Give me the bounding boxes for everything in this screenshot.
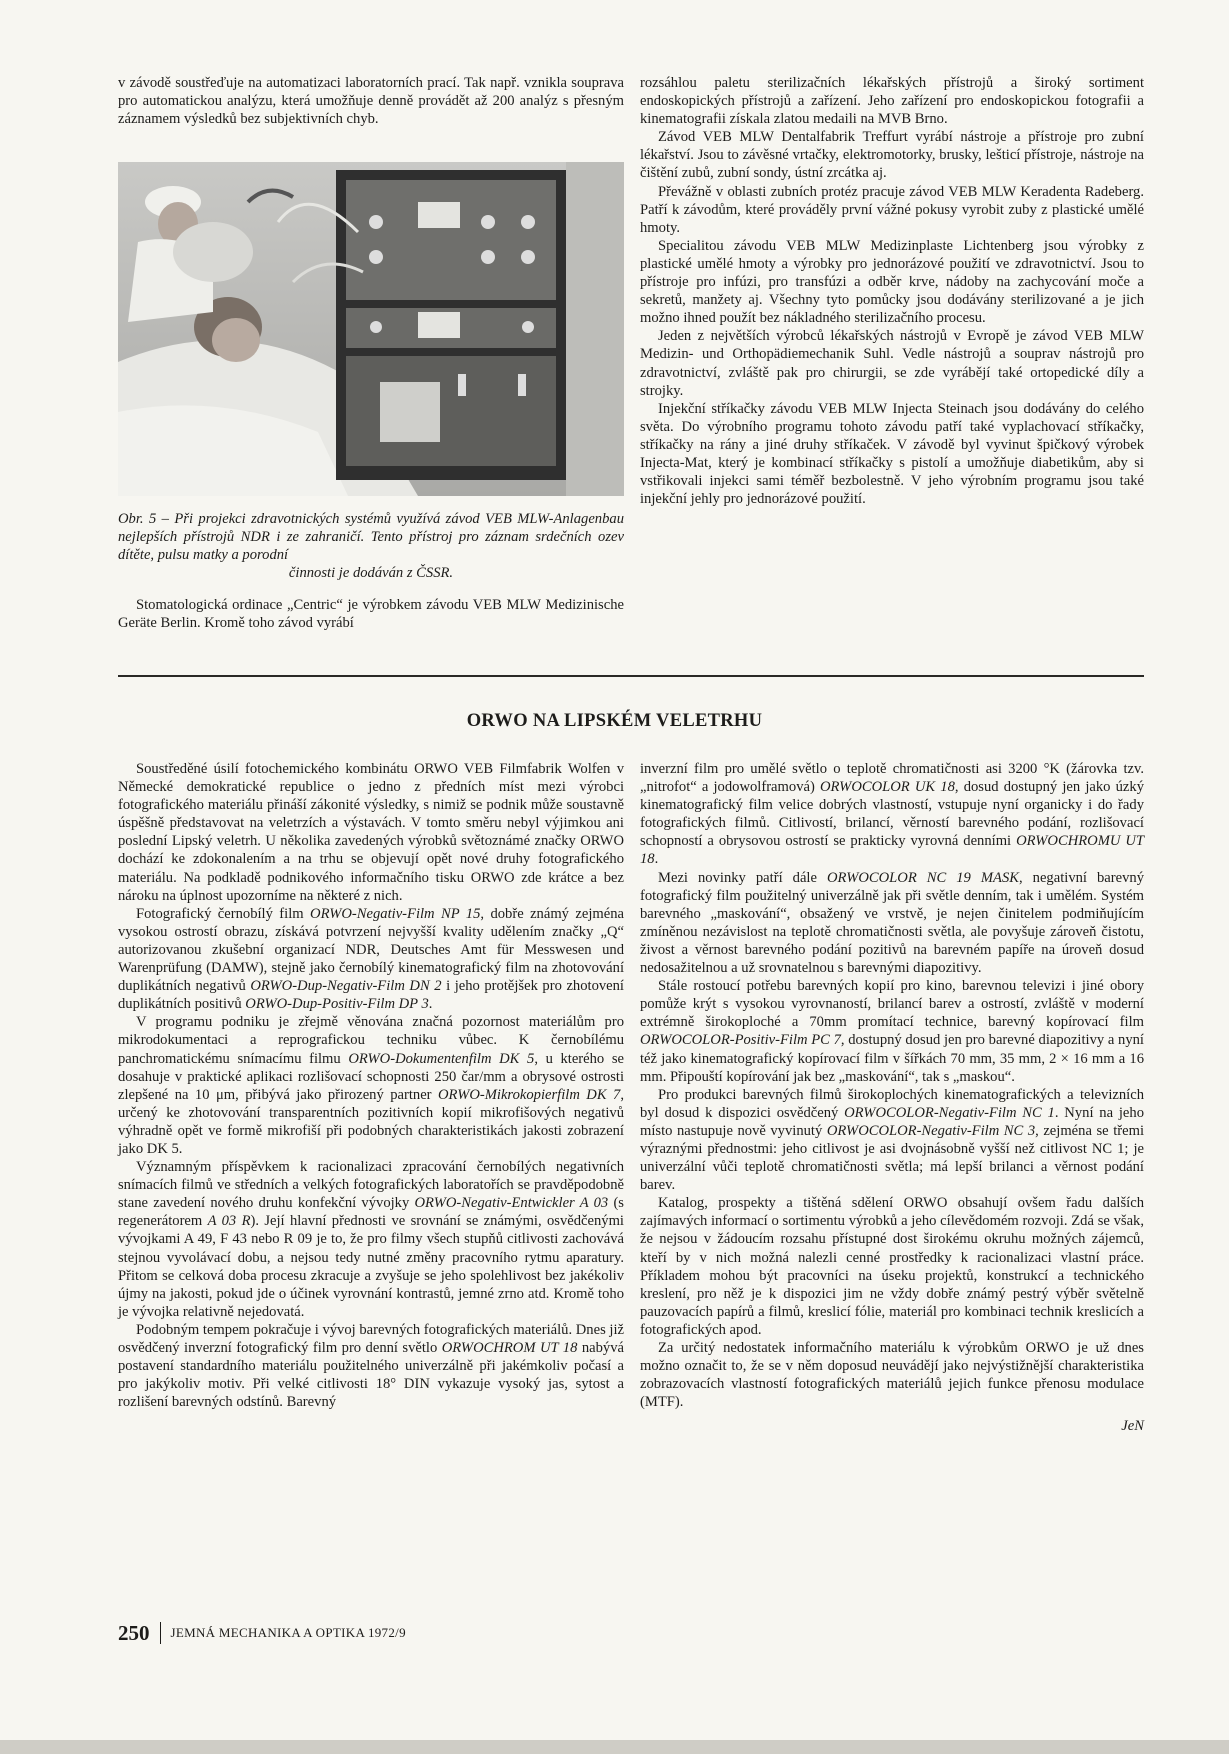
article-left-p4: Významným příspěvkem k racionalizaci zpracování černobílých negativních snímacích filmů ve středních a velkých fotografických laboratořích se pravděpodobně stane zavedení nového druhu konfekční vývojky ORWO-Negativ-Entwickler A 03 (s regenerátorem A 03 R). Její hlavní přednosti ve srovnání se známými, osvědčenými vývojkami A 49, F 43 nebo R 09 je to, že pro filmy všech stupňů citlivosti zachovává stejnou vyvolávací dobu, a nejsou tedy nutné změny pracovního rytmu aparatury. Přitom se celková doba procesu zkracuje a zvyšuje se jeho spolehlivost bez jakékoliv újmy na jakosti, pokud jde o účinek vyrovnání kontrastů, jemné zrno atd. Kromě toho je vývojka relativně nejedovatá. <box>118 1159 624 1320</box>
top-right-p6: Injekční stříkačky závodu VEB MLW Injecta Steinach jsou dodávány do celého světa. Do výrobního programu tohoto závodu patří také vyplachovací stříkačky, stříkačky na rány a jiné druhy stříkaček. V závodě byl vyvinut špičkový výrobek Injecta-Mat, který je kombinací stříkačky s pistolí a umožňuje diabetikům, aby si vstřikovali injekci sami téměř bezbolestně. V jeho výrobním programu jsou také injekční jehly pro jednorázové použití. <box>640 400 1144 508</box>
article-right-p5: Katalog, prospekty a tištěná sdělení ORWO obsahují ovšem řadu dalších zajímavých informací o sortimentu výrobků a jeho cílevědomém rozvoji. Zdá se však, že nejsou v žádoucím rozsahu přístupné dost širokému okruhu možných zájemců, kteří by v nich možná nalezli cenné prostředky k racionalizaci vlastní práce. Příkladem mohou být pracovníci na úseku projektů, konstrukcí a technického kreslení, pro něž je k dispozici jim ne vždy dobře známý pestrý výběr světelně pauzovacích papírů a filmů, kreslicí fólie, materiál pro kombinaci technik kreslicích a fotografických apod. <box>640 1195 1144 1338</box>
top-left-column <box>118 74 624 128</box>
section-divider <box>118 675 1144 677</box>
medical-device-photo <box>118 162 624 496</box>
article-right-p2: Mezi novinky patří dále ORWOCOLOR NC 19 MASK, negativní barevný fotografický film použitelný univerzálně jak při světle denním, tak i umělém. Systém barevného „maskování“, obsažený ve vrstvě, je nejen činitelem podmiňujícím zmíněnou nezávislost na teplotě chromatičnosti světla, ale povyšuje zároveň čistotu, živost a věrnost barevného podání pozitivů na barevném papíře na úroveň dosud nedosažitelnou a už srovnatelnou s barevnými diapozitivy. <box>640 869 1144 977</box>
top-right-p5: Jeden z největších výrobců lékařských nástrojů v Evropě je závod VEB MLW Medizin- und Orthopädiemechanik Suhl. Vedle nástrojů a souprav nástrojů pro zdravotnictví, zvláště pak pro chirurgii, se zde vyrábějí také ortopedické díly a strojky. <box>640 328 1144 399</box>
article-right-p1: inverzní film pro umělé světlo o teplotě chromatičnosti asi 3200 °K (žárovka tzv. „nitrofot“ a jodowolframová) ORWOCOLOR UK 18, dosud dostupný jen jako úzký kinematografický film velice dobrých vlastností, vstupuje nyní organicky i do řady fotografických filmů. Citlivostí, brilancí, věrností barevného podání, rozlišovací schopností a obrysovou ostrostí se prakticky vyrovná denními ORWOCHROMU UT 18. <box>640 761 1144 868</box>
page-number: 250 <box>118 1620 150 1645</box>
article-right-p3: Stále rostoucí potřebu barevných kopií pro kino, barevnou televizi i jiné obory pomůže krýt s vysokou vyrovnaností, brilancí barev a ostrostí, zvláště v moderní extrémně širokoploché a 70mm promítací technice, barevný kopírovací film ORWOCOLOR-Positiv-Film PC 7, dostupný dosud jen pro barevné diapozitivy a nyní též jako kinematografický kopírovací film v šířkách 70 mm, 35 mm, 2 × 16 mm a 16 mm. Připouští kopírování jak bez „maskování“, tak s „maskou“. <box>640 978 1144 1085</box>
article-right-p6: Za určitý nedostatek informačního materiálu k výrobkům ORWO je už dnes možno označit to, že se v něm doposud neuvádějí jako nejvýstižnější charakteristika zobrazovacích vlastností fotografických materiálů jejich funkce přenosu modulace (MTF). <box>640 1340 1144 1411</box>
article-left-p3: V programu podniku je zřejmě věnována značná pozornost materiálům pro mikrodokumentaci a reprografickou techniku vůbec. K černobílému panchromatickému snímacímu filmu ORWO-Dokumentenfilm DK 5, u kterého se dosahuje v praktické aplikaci rozlišovací schopnosti 250 čar/mm a obrysové ostrosti zlepšené na 10 μm, přibývá jako přirozený partner ORWO-Mikrokopierfilm DK 7, určený ke zhotovování transparentních pozitivních kopií mikrofišových negativů výhradně opět ve formě mikrofiší při podobných charakteristikách jakosti zobrazení jako DK 5. <box>118 1014 624 1157</box>
top-right-p1: rozsáhlou paletu sterilizačních lékařských přístrojů a široký sortiment endoskopických přístrojů a zařízení. Jeho zařízení pro endoskopickou fotografii a kinematografii získala zlatou medaili na MVB Brno. <box>640 75 1144 128</box>
article-right-column <box>640 760 1144 1435</box>
article-left-column <box>118 760 624 1411</box>
top-right-p3: Převážně v oblasti zubních protéz pracuje závod VEB MLW Keradenta Radeberg. Patří k závodům, které prováděly první vážné pokusy vyrobit zuby z plastické umělé hmoty. <box>640 183 1144 236</box>
page-footer <box>118 1622 406 1644</box>
article-left-p2: Fotografický černobílý film ORWO-Negativ-Film NP 15, dobře známý zejména vysokou ostrostí obrazu, získává potvrzení nejvyšší kvality udělením značky „Q“ autorizovanou zkušební organizací NDR, Deutsches Amt für Messwesen und Warenprüfung (DAMW), stejně jako černobílý kinematografický film na zhotovování duplikátních negativů ORWO-Dup-Negativ-Film DN 2 i jeho protějšek pro zhotovení duplikátních positivů ORWO-Dup-Positiv-Film DP 3. <box>118 905 624 1013</box>
article-title: ORWO NA LIPSKÉM VELETRHU <box>466 711 763 731</box>
scan-edge-band <box>0 1740 1229 1754</box>
top-right-p4: Specialitou závodu VEB MLW Medizinplaste Lichtenberg jsou výrobky z plastické umělé hmoty a výrobky pro jednorázové použití ve zdravotnictví. Jsou to přístroje pro infúzi, pro transfúzi a odběr krve, nádoby na zachycování moče a sekretů, manžety aj. Všechny tyto pomůcky jsou dodávány sterilizované a je jich možno ihned použít bez nákladného sterilizačního procesu. <box>640 237 1144 327</box>
article-left-p1: Soustředěné úsilí fotochemického kombinátu ORWO VEB Filmfabrik Wolfen v Německé demokratické republice o jedno z předních míst mezi výrobci fotografického materiálu přináší zákonité výsledky, s nimiž se podnik může soustavně úspěšně představovat na veletrzích a výstavách. V tomto směru nebyl výjimkou ani poslední Lipský veletrh. U několika zavedených výrobků světoznámé značky ORWO dochází ke zdokonalením a na trhu se objevují opět nové druhy fotografického materiálu. Na podkladě podnikového informačního tisku ORWO zde krátce a bez nároku na úplnost upozorníme na některé z nich. <box>118 761 624 904</box>
figure-caption <box>118 510 624 582</box>
after-figure-text <box>118 596 624 632</box>
author-signature: JeN <box>1121 1418 1144 1435</box>
top-right-column <box>640 74 1144 508</box>
intro-paragraph: v závodě soustřeďuje na automatizaci laboratorních prací. Tak např. vznikla souprava pro automatickou analýzu, která umožňuje denně provádět až 200 analýz s přesným záznamem výsledků bez subjektivních chyb. <box>118 75 624 128</box>
figure-caption-text: Obr. 5 – Při projekci zdravotnických systémů využívá závod VEB MLW-Anlagenbau nejlepších přístrojů NDR i ze zahraničí. Tento přístroj pro záznam srdečních ozev dítěte, pulsu matky a porodní <box>118 511 624 564</box>
figure-photo <box>118 162 624 496</box>
journal-title: JEMNÁ MECHANIKA A OPTIKA 1972/9 <box>170 1625 406 1640</box>
article-right-p4: Pro produkci barevných filmů širokoplochých kinematografických a televizních byl dosud k dispozici osvědčený ORWOCOLOR-Negativ-Film NC 1. Nyní na jeho místo nastupuje nově vyvinutý ORWOCOLOR-Negativ-Film NC 3, zejména se třemi výraznými přednostmi: jeho citlivost je asi dvojnásobně vyšší než citlivost NC 1; je univerzální vůči teplotě chromatičnosti světla; má lepší brilanci a věrnost podání barev. <box>640 1086 1144 1194</box>
footer-divider <box>160 1622 161 1644</box>
article-left-p5: Podobným tempem pokračuje i vývoj barevných fotografických materiálů. Dnes již osvědčený inverzní fotografický film pro denní světlo ORWOCHROM UT 18 nabývá postavení standardního materiálu použitelného univerzálně při jakémkoliv počasí a pro jakýkoliv motiv. Při velké citlivosti 18° DIN vykazuje vysoký jas, sytost a rozlišení barevných odstínů. Barevný <box>118 1321 624 1411</box>
after-figure-paragraph: Stomatologická ordinace „Centric“ je výrobkem závodu VEB MLW Medizinische Geräte Berlin. Kromě toho závod vyrábí <box>118 597 624 632</box>
figure-caption-last-line: činnosti je dodáván z ČSSR. <box>288 565 454 582</box>
top-right-p2: Závod VEB MLW Dentalfabrik Treffurt vyrábí nástroje a přístroje pro zubní lékařství. Jsou to závěsné vrtačky, elektromotorky, brusky, lešticí přístroje, nástroje na čištění zubů, zubní sondy, ústní zrcátka aj. <box>640 129 1144 182</box>
